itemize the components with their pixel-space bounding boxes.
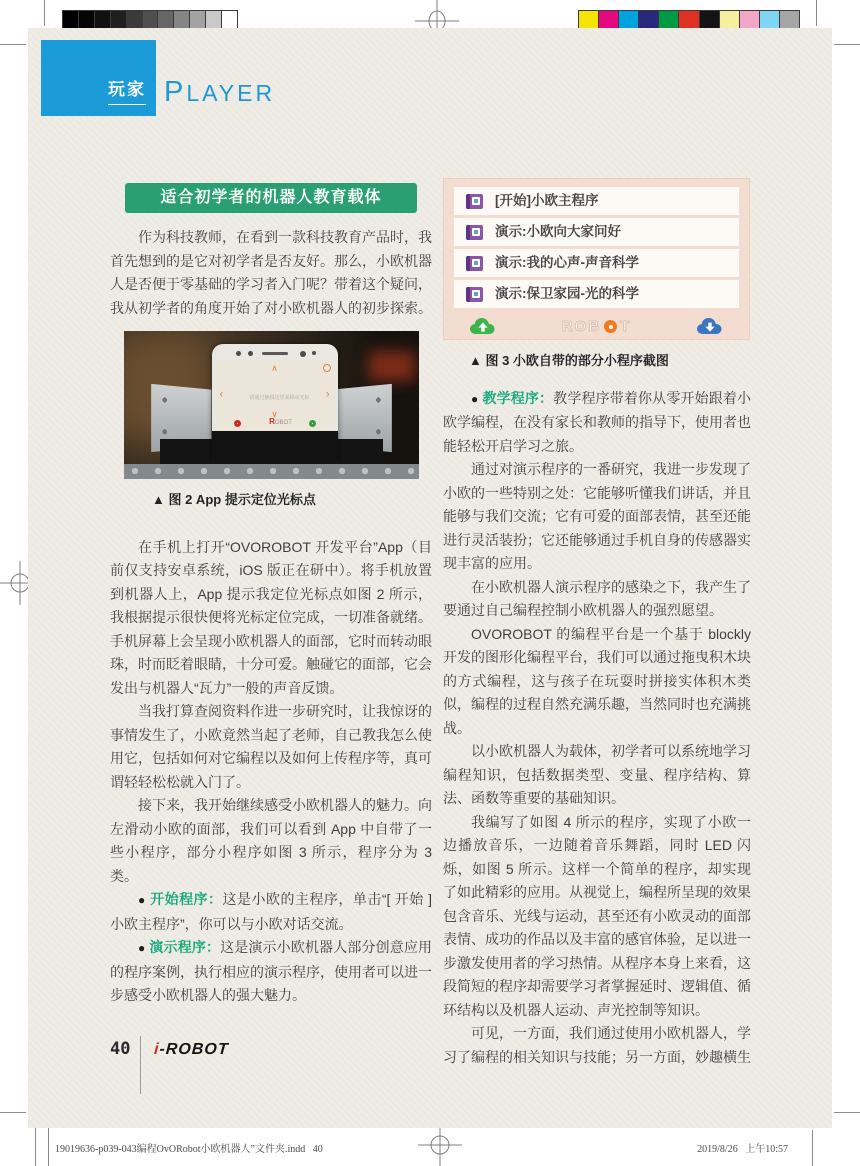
crop-mark <box>0 1112 26 1113</box>
crop-mark <box>834 44 860 45</box>
app-program-row <box>454 249 739 277</box>
program-block-icon-face <box>472 259 480 267</box>
phone-top-bezel <box>212 344 338 361</box>
bullet-paragraph-start-program <box>110 888 432 936</box>
print-datetime: 2019/8/26 上午10:57 <box>697 1144 788 1155</box>
section-tab <box>41 40 156 116</box>
photo-background-object <box>369 351 415 381</box>
arrow-right-icon: › <box>325 388 330 401</box>
page-footer <box>110 1036 229 1094</box>
program-block-icon-face <box>472 228 480 236</box>
paragraph: 我编写了如图 4 所示的程序，实现了小欧一边播放音乐，一边随着音乐舞蹈，同时 LED 闪烁，如图 5 所示。这样一个简单的程序，却实现了如此精彩的应用。从视觉上，编程所呈现的效果包含音乐、光线与运动，甚至还有小欧灵动的面部表情、成功的作品以及丰富的感官体验，足以进一步激发使用者的学习热情。从程序本身上来看，这段简短的程序却需要学习者掌握延时、逻辑值、循环结构以及机器人运动、声光控制等知识。 <box>443 813 751 1018</box>
bullet-label: 演示程序： <box>149 939 221 955</box>
logo-letter-r: R <box>269 417 275 426</box>
upload-cloud-icon <box>468 316 498 337</box>
app-program-row <box>454 218 739 246</box>
paragraph: OVOROBOT 的编程平台是一个基于 blockly 开发的图形化编程平台，我们可以通过拖曳积木块的方式编程，这与孩子在玩耍时拼接实体积木类似，编程的过程自然充满乐趣，当然同时也充满挑战。 <box>443 625 751 736</box>
program-block-icon <box>466 256 483 271</box>
robot-wordmark <box>562 315 632 339</box>
crop-mark <box>816 0 817 26</box>
program-block-icon-face <box>472 290 480 298</box>
page-number: 40 <box>110 1039 131 1059</box>
app-program-label: 演示:我的心声-声音科学 <box>495 255 639 271</box>
bullet-dot-icon: ● <box>471 391 479 406</box>
figure2-photo <box>124 331 419 479</box>
left-column <box>110 183 432 1008</box>
crop-mark <box>44 0 45 26</box>
right-column <box>443 178 751 1069</box>
help-icon <box>323 364 331 372</box>
crop-mark <box>834 1112 860 1113</box>
figure3-app-screenshot <box>443 178 750 340</box>
bullet-paragraph-demo-program <box>110 936 432 1008</box>
paragraph: 以小欧机器人为载体，初学者可以系统地学习编程知识，包括数据类型、变量、程序结构、算法、函数等重要的基础知识。 <box>443 743 751 806</box>
program-block-icon-face <box>472 197 480 205</box>
figure2-caption: ▲ 图 2 App 提示定位光标点 <box>152 492 316 507</box>
paragraph: 接下来，我开始继续感受小欧机器人的魅力。向左滑动小欧的面部，我们可以看到 App 中自带了一些小程序，部分小程序如图 3 所示，程序分为 3 类。 <box>110 797 432 884</box>
bullet-label: 教学程序： <box>482 389 554 406</box>
crop-mark <box>0 44 26 45</box>
paragraph: 可见，一方面，我们通过使用小欧机器人，学习了编程的相关知识与技能；另一方面，妙趣横生 <box>443 1025 751 1065</box>
app-program-label: [开始]小欧主程序 <box>495 193 599 209</box>
app-program-label: 演示:小欧向大家问好 <box>495 224 621 240</box>
phone-bottom-bezel <box>212 431 338 466</box>
sensor-dot-icon <box>312 351 316 355</box>
paragraph: 当我打算查阅资料作进一步研究时，让我惊讶的事情发生了，小欧竟然当起了老师，自己教我怎么使用它，包括如何对它编程以及如何上传程序等，真可谓轻轻松松就入门了。 <box>110 703 432 790</box>
logo-letter-i: i <box>153 1041 161 1058</box>
app-program-label: 演示:保卫家园-光的科学 <box>495 286 639 302</box>
robot-mini-logo <box>216 419 334 426</box>
print-file-info: 19019636-p039-043编程OvORobot小欧机器人”文件夹.indd 40 <box>55 1144 323 1155</box>
robot-wordmark-right: T <box>620 318 632 335</box>
logo-letters-robot: -ROBOT <box>159 1041 230 1058</box>
logo-letters-obot: OBOT <box>274 420 292 426</box>
magazine-paper <box>28 28 832 1128</box>
section-label-en-rest: LAYER <box>186 80 276 106</box>
section-tab-label-cn: 玩家 <box>108 75 146 105</box>
bullet-text: 这是演示小欧机器人部分创意应用的程序案例，执行相应的演示程序，使用者可以进一步感受小欧机器人的强大魅力。 <box>110 939 433 1003</box>
speaker-slot-icon <box>262 352 288 355</box>
irobot-magazine-logo <box>154 1041 230 1059</box>
bullet-text: 这是小欧的主程序，单击“[ 开始 ] 小欧主程序”，你可以与小欧对话交流。 <box>110 891 432 932</box>
robot-base-studs <box>124 464 419 479</box>
app-bottom-bar <box>454 315 739 339</box>
download-cloud-icon <box>695 316 725 337</box>
article-section-title: 适合初学者的机器人教育载体 <box>125 183 417 213</box>
bullet-dot-icon: ● <box>138 941 146 955</box>
program-block-icon <box>466 225 483 240</box>
phone-app-screen <box>216 361 334 431</box>
bullet-text: 教学程序带着你从零开始跟着小欧学编程，在没有家长和教师的指导下，使用者也能轻松开启学习之旅。 <box>443 389 752 454</box>
arrow-down-icon: ∨ <box>271 409 278 419</box>
crop-mark <box>812 1130 813 1166</box>
section-label-en-initial: P <box>164 76 187 108</box>
screen-hint-text: 请通过触摸这里来移动光标 <box>249 395 310 401</box>
robot-wordmark-left: ROB <box>561 318 602 335</box>
robot-wordmark-orange-o-icon <box>604 320 617 333</box>
paragraph: 在手机上打开“OVOROBOT 开发平台”App（目前仅支持安卓系统，iOS 版正在研中）。将手机放置到机器人上，App 提示我定位光标点如图 2 所示，我根据提示很快便将光标定位完成，一切准备就绪。手机屏幕上会呈现小欧机器人的面部，它时而转动眼珠，时而眨着眼睛，十分可爱。触碰它的面部，它会发出与机器人“瓦力”一般的声音反馈。 <box>110 538 432 696</box>
paragraph: 作为科技教师，在看到一款科技教育产品时，我首先想到的是它对初学者是否友好。那么，小欧机器人是否便于零基础的学习者入门呢？带着这个疑问，我从初学者的角度开始了对小欧机器人的初步探索。 <box>110 229 432 316</box>
camera-dot-icon <box>236 351 241 356</box>
paragraph: 通过对演示程序的一番研究，我进一步发现了小欧的一些特别之处：它能够听懂我们讲话，并且能够与我们交流；它有可爱的面部表情，甚至还能进行灵活装扮；它还能够通过手机自身的传感器实现丰富的应用。 <box>443 461 751 571</box>
program-block-icon <box>466 287 483 302</box>
footer-divider <box>140 1036 141 1094</box>
program-block-icon <box>466 194 483 209</box>
arrow-left-icon: ‹ <box>219 388 224 401</box>
smartphone <box>212 344 338 466</box>
app-program-row <box>454 280 739 308</box>
paragraph: 在小欧机器人演示程序的感染之下，我产生了要通过自己编程控制小欧机器人的强烈愿望。 <box>443 578 751 618</box>
bullet-paragraph-teach-program <box>443 387 751 459</box>
registration-mark-bottom <box>418 1123 462 1166</box>
camera-dot-icon <box>300 351 306 357</box>
bullet-label: 开始程序： <box>150 891 223 907</box>
section-label-en <box>164 76 275 109</box>
bullet-dot-icon: ● <box>138 893 146 907</box>
figure3-caption: ▲ 图 3 小欧自带的部分小程序截图 <box>469 353 669 368</box>
camera-dot-icon <box>248 351 253 356</box>
arrow-up-icon: ∧ <box>271 363 278 373</box>
app-program-row <box>454 187 739 215</box>
